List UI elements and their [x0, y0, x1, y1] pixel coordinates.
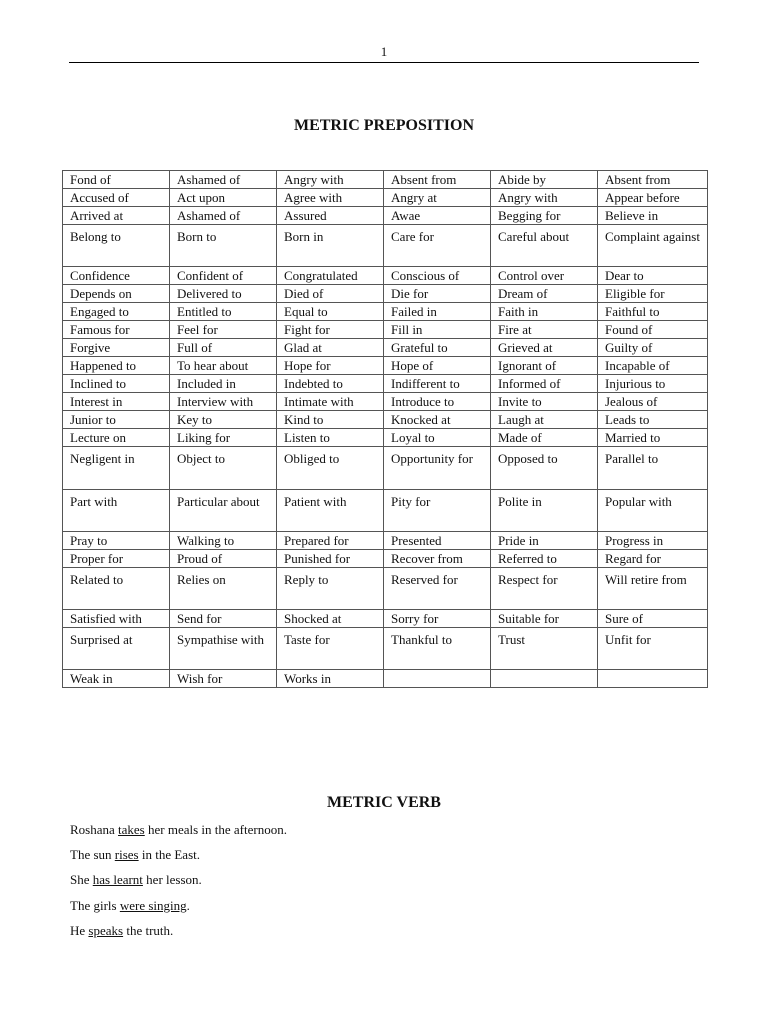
table-cell: Sorry for [384, 610, 491, 628]
table-row [63, 303, 708, 321]
table-cell: Junior to [63, 411, 170, 429]
table-cell: Feel for [170, 321, 277, 339]
table-cell: Pity for [384, 490, 491, 532]
table-cell: Confident of [170, 267, 277, 285]
table-row [63, 339, 708, 357]
table-cell: Faithful to [598, 303, 708, 321]
underlined-verb: rises [114, 847, 139, 863]
table-cell: Walking to [170, 532, 277, 550]
table-cell: Angry at [384, 189, 491, 207]
table-cell: Object to [170, 447, 277, 490]
table-cell [491, 670, 598, 688]
table-cell: Awae [384, 207, 491, 225]
table-cell: Dream of [491, 285, 598, 303]
table-cell: Complaint against [598, 225, 708, 267]
example-sentence [70, 921, 287, 946]
table-cell: Regard for [598, 550, 708, 568]
table-cell: Fight for [277, 321, 384, 339]
table-cell: Liking for [170, 429, 277, 447]
table-cell: Interview with [170, 393, 277, 411]
table-cell: Respect for [491, 568, 598, 610]
underlined-verb: takes [118, 822, 145, 837]
table-cell: Happened to [63, 357, 170, 375]
table-row [63, 628, 708, 670]
table-cell: Hope of [384, 357, 491, 375]
sentence-before: The sun [70, 847, 115, 863]
sentence-after: . [186, 897, 190, 913]
table-cell: Control over [491, 267, 598, 285]
table-cell: Introduce to [384, 393, 491, 411]
table-cell: Born to [170, 225, 277, 267]
underlined-verb: speaks [88, 922, 124, 938]
table-cell: Die for [384, 285, 491, 303]
table-cell: Punished for [277, 550, 384, 568]
table-row [63, 610, 708, 628]
table-cell: Conscious of [384, 267, 491, 285]
verb-examples [70, 820, 287, 946]
table-cell: Taste for [277, 628, 384, 670]
table-cell: Delivered to [170, 285, 277, 303]
table-cell: Believe in [598, 207, 708, 225]
table-cell: Incapable of [598, 357, 708, 375]
table-cell: Grieved at [491, 339, 598, 357]
table-cell: Fire at [491, 321, 598, 339]
table-cell: Absent from [598, 171, 708, 189]
underlined-verb: has learnt [92, 872, 143, 888]
table-cell: Progress in [598, 532, 708, 550]
table-cell: Particular about [170, 490, 277, 532]
sentence-after: in the East. [138, 847, 201, 863]
table-cell: Laugh at [491, 411, 598, 429]
table-cell: Satisfied with [63, 610, 170, 628]
sentence-before: Roshana [70, 822, 119, 837]
table-cell: Accused of [63, 189, 170, 207]
table-cell: Agree with [277, 189, 384, 207]
table-cell: Care for [384, 225, 491, 267]
table-cell: Relies on [170, 568, 277, 610]
table-cell: Unfit for [598, 628, 708, 670]
table-cell: Popular with [598, 490, 708, 532]
table-cell: Invite to [491, 393, 598, 411]
table-cell: Parallel to [598, 447, 708, 490]
header-rule [69, 62, 699, 63]
table-cell: Act upon [170, 189, 277, 207]
table-cell: Inclined to [63, 375, 170, 393]
table-cell: Works in [277, 670, 384, 688]
table-cell: Intimate with [277, 393, 384, 411]
table-cell: Proper for [63, 550, 170, 568]
table-cell: Engaged to [63, 303, 170, 321]
table-cell: Sure of [598, 610, 708, 628]
table-cell: Trust [491, 628, 598, 670]
table-row [63, 393, 708, 411]
table-row [63, 207, 708, 225]
table-row [63, 357, 708, 375]
table-row [63, 670, 708, 688]
table-cell: Arrived at [63, 207, 170, 225]
verb-title: METRIC VERB [327, 794, 441, 811]
table-cell: Assured [277, 207, 384, 225]
table-row [63, 568, 708, 610]
table-cell: Sympathise with [170, 628, 277, 670]
table-row [63, 321, 708, 339]
example-sentence [70, 845, 287, 870]
table-cell: Recover from [384, 550, 491, 568]
table-cell: Confidence [63, 267, 170, 285]
table-cell: Will retire from [598, 568, 708, 610]
table-cell: Presented [384, 532, 491, 550]
table-cell: Obliged to [277, 447, 384, 490]
sentence-before: He [70, 922, 89, 938]
table-cell: Guilty of [598, 339, 708, 357]
table-cell: Send for [170, 610, 277, 628]
table-cell [598, 670, 708, 688]
table-cell: Dear to [598, 267, 708, 285]
table-cell: Eligible for [598, 285, 708, 303]
table-row [63, 490, 708, 532]
table-row [63, 171, 708, 189]
table-cell: Knocked at [384, 411, 491, 429]
example-sentence [70, 870, 287, 895]
table-cell: Glad at [277, 339, 384, 357]
table-cell: Found of [598, 321, 708, 339]
table-cell: Ashamed of [170, 171, 277, 189]
table-cell: Weak in [63, 670, 170, 688]
table-cell: Reply to [277, 568, 384, 610]
page-number: 1 [380, 44, 388, 59]
preposition-table-body [63, 171, 708, 688]
table-cell: Lecture on [63, 429, 170, 447]
example-sentence [70, 896, 287, 921]
table-cell: Related to [63, 568, 170, 610]
table-cell: Careful about [491, 225, 598, 267]
table-row [63, 532, 708, 550]
sentence-after: the truth. [123, 922, 174, 938]
table-cell: Faith in [491, 303, 598, 321]
table-cell: Appear before [598, 189, 708, 207]
table-row [63, 550, 708, 568]
table-cell: Begging for [491, 207, 598, 225]
preposition-table [62, 170, 708, 688]
table-row [63, 285, 708, 303]
table-cell: Failed in [384, 303, 491, 321]
table-cell: Pride in [491, 532, 598, 550]
table-cell: Thankful to [384, 628, 491, 670]
table-cell: Congratulated [277, 267, 384, 285]
sentence-after: her lesson. [142, 872, 202, 888]
table-cell: Loyal to [384, 429, 491, 447]
table-cell: Proud of [170, 550, 277, 568]
table-cell: Polite in [491, 490, 598, 532]
table-row [63, 189, 708, 207]
table-cell: Suitable for [491, 610, 598, 628]
table-cell: Jealous of [598, 393, 708, 411]
table-cell: To hear about [170, 357, 277, 375]
table-cell: Born in [277, 225, 384, 267]
table-cell: Listen to [277, 429, 384, 447]
table-cell: Belong to [63, 225, 170, 267]
table-cell: Hope for [277, 357, 384, 375]
table-cell: Surprised at [63, 628, 170, 670]
table-cell: Pray to [63, 532, 170, 550]
table-cell: Negligent in [63, 447, 170, 490]
table-cell: Forgive [63, 339, 170, 357]
table-cell: Full of [170, 339, 277, 357]
table-cell: Informed of [491, 375, 598, 393]
table-cell: Shocked at [277, 610, 384, 628]
table-cell: Fond of [63, 171, 170, 189]
table-cell: Opposed to [491, 447, 598, 490]
table-cell: Married to [598, 429, 708, 447]
table-row [63, 429, 708, 447]
table-cell: Part with [63, 490, 170, 532]
table-cell: Interest in [63, 393, 170, 411]
table-cell: Key to [170, 411, 277, 429]
table-cell: Fill in [384, 321, 491, 339]
table-row [63, 411, 708, 429]
table-cell: Famous for [63, 321, 170, 339]
table-cell: Absent from [384, 171, 491, 189]
table-cell: Included in [170, 375, 277, 393]
table-row [63, 225, 708, 267]
table-cell: Reserved for [384, 568, 491, 610]
preposition-title: METRIC PREPOSITION [293, 117, 475, 134]
sentence-before: The girls [70, 897, 120, 913]
example-sentence [70, 820, 287, 845]
table-cell: Entitled to [170, 303, 277, 321]
sentence-after: her meals in the afternoon. [144, 822, 287, 837]
table-cell: Prepared for [277, 532, 384, 550]
table-cell: Patient with [277, 490, 384, 532]
sentence-before: She [70, 872, 93, 888]
table-row [63, 447, 708, 490]
table-cell: Equal to [277, 303, 384, 321]
table-cell: Abide by [491, 171, 598, 189]
table-cell [384, 670, 491, 688]
table-cell: Leads to [598, 411, 708, 429]
table-cell: Indebted to [277, 375, 384, 393]
underlined-verb: were singing [119, 897, 187, 913]
table-cell: Angry with [491, 189, 598, 207]
table-row [63, 375, 708, 393]
table-cell: Ashamed of [170, 207, 277, 225]
table-cell: Ignorant of [491, 357, 598, 375]
table-row [63, 267, 708, 285]
table-cell: Referred to [491, 550, 598, 568]
table-cell: Wish for [170, 670, 277, 688]
table-cell: Made of [491, 429, 598, 447]
table-cell: Depends on [63, 285, 170, 303]
table-cell: Grateful to [384, 339, 491, 357]
table-cell: Indifferent to [384, 375, 491, 393]
table-cell: Angry with [277, 171, 384, 189]
table-cell: Kind to [277, 411, 384, 429]
table-cell: Opportunity for [384, 447, 491, 490]
table-cell: Injurious to [598, 375, 708, 393]
table-cell: Died of [277, 285, 384, 303]
